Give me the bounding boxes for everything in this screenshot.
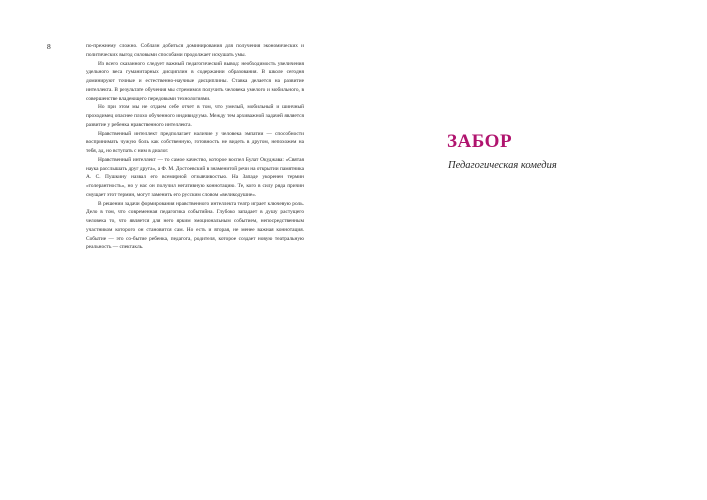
paragraph: Из всего сказанного следует важный педагогический вывод: необходимость увеличения удельного веса гуманитарных дисциплин в содержании образования. В школе сегодня доминируют точные и естественно-научные дисциплины. Ставка делается на развитие интеллекта. В результате обучения мы стремимся получить человека умелого и мобильного, в совершенстве владеющего передовыми технологиями.: [86, 60, 304, 102]
play-subtitle: Педагогическая комедия: [448, 160, 557, 171]
play-title: ЗАБОР: [447, 131, 513, 152]
body-text: [86, 42, 304, 252]
paragraph: В решении задачи формирования нравственного интеллекта театр играет ключевую роль. Дело в том, что современная педагогика событийна. Глубоко западает в душу растущего человека то, что является для него ярким эмоциональным событием, непосредственным участником которого он становится сам. Но есть и вторая, не менее важная коннотация. Событие — это со-бытие ребенка, педагога, родителя, которое создает новую театральную реальность — спектакль.: [86, 200, 304, 251]
paragraph: Нравственный интеллект — то самое качество, которое воспел Булат Окуджава: «Святая наука расслышать друг друга», а Ф. М. Достоевский в знаменитой речи на открытии памятника А. С. Пушкину назвал его всемирной отзывчивостью. На Западе укоренен термин «толерантность», но у нас он получил негативную коннотацию. Те, кого в силу ряда причин смущает этот термин, могут заменить его русским словом «великодушие».: [86, 156, 304, 198]
paragraph: Но при этом мы не отдаем себе отчет в том, что умелый, мобильный и шинчный проходимец опаснее плохо обученного индивидуума. Между тем архиважной задачей является развитие у ребенка нравственного интеллекта.: [86, 104, 304, 128]
page-number: 8: [47, 42, 51, 51]
paragraph: Нравственный интеллект предполагает наличие у человека эмпатии — способности воспринимать чужую боль как собственную, готовность не видеть в другом, непохожем на тебя, ад, но вступать с ним в диалог.: [86, 130, 304, 154]
paragraph: по-прежнему сложно. Соблазн добиться доминирования для получения экономических и политических выгод силовыми способами продолжает искушать умы.: [86, 43, 304, 58]
